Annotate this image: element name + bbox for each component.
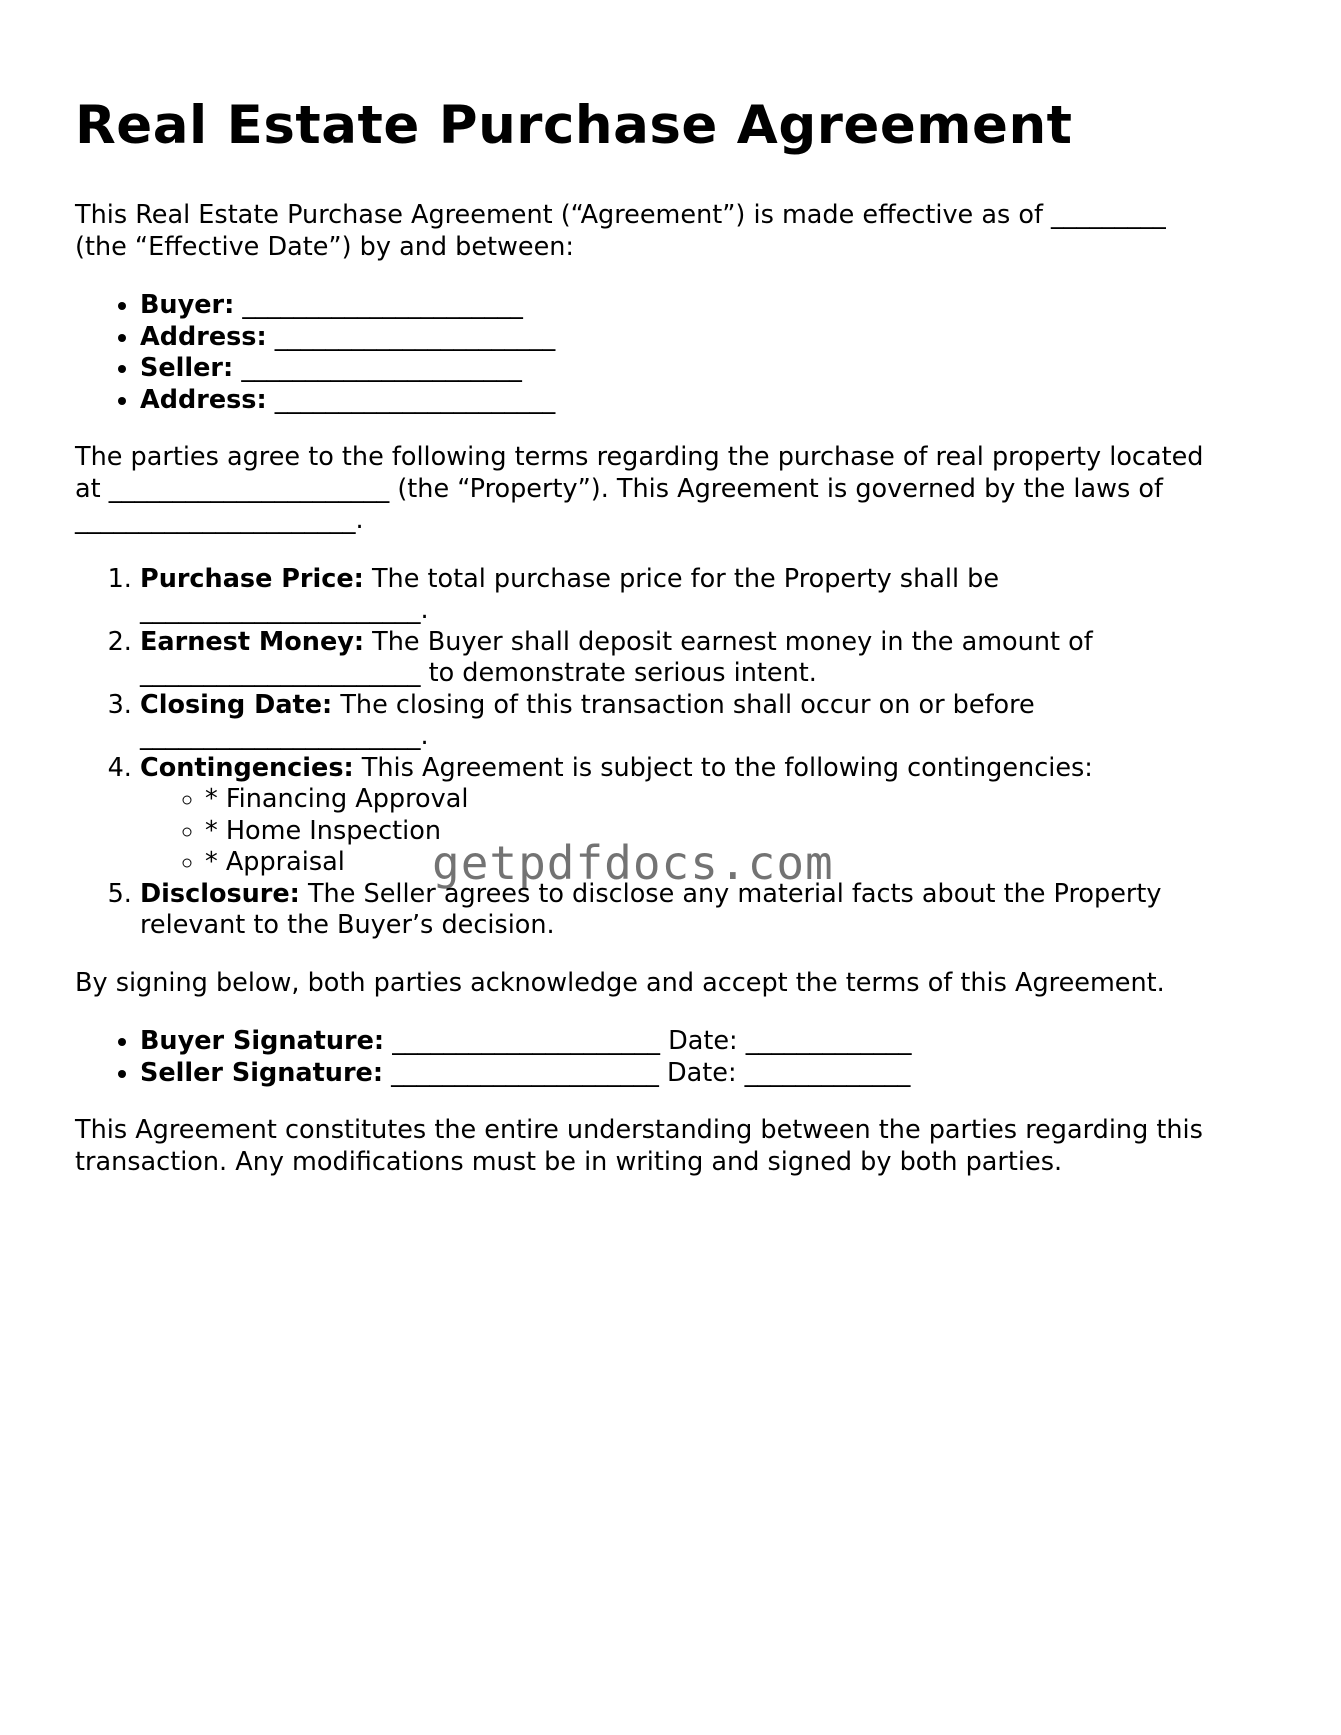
date-blank: _____________ — [744, 1057, 911, 1088]
term-contingencies — [140, 753, 1265, 879]
term-text-cont: ______________________ to demonstrate serious intent. — [140, 658, 817, 688]
party-label: Buyer: — [140, 290, 235, 320]
party-blank: ______________________ — [274, 384, 556, 415]
intro-line-1: This Real Estate Purchase Agreement (“Agreement”) is made effective as of _________ — [75, 200, 1166, 230]
term-label: Closing Date: — [140, 689, 333, 720]
party-label: Seller: — [140, 353, 234, 383]
footer-line-2: transaction. Any modifications must be in writing and signed by both parties. — [75, 1146, 1063, 1177]
watermark: getpdfdocs.com — [432, 836, 834, 890]
signature-blank: _____________________ — [391, 1057, 659, 1088]
footer-line-1: This Agreement constitutes the entire understanding between the parties regarding this — [75, 1115, 1203, 1145]
signature-seller — [140, 1058, 1265, 1090]
party-blank: ______________________ — [242, 290, 523, 320]
terms-intro-paragraph — [75, 442, 1265, 537]
contingencies-list — [140, 784, 1265, 879]
party-blank: ______________________ — [274, 321, 556, 352]
closing-intro-paragraph: By signing below, both parties acknowledge and accept the terms of this Agreement. — [75, 967, 1165, 998]
terms-intro-line-3: ______________________. — [75, 505, 364, 535]
contingency-item: ◦ * Home Inspection — [205, 816, 1265, 848]
term-text-cont: ______________________. — [140, 595, 429, 625]
date-blank: _____________ — [745, 1026, 912, 1056]
document-title: Real Estate Purchase Agreement — [75, 95, 1073, 156]
date-label: Date: — [667, 1057, 737, 1088]
party-label: Address: — [140, 384, 267, 415]
party-seller — [140, 353, 1265, 385]
term-text: The Seller agrees to disclose any material facts about the Property — [299, 878, 1162, 909]
terms-intro-line-1: The parties agree to the following terms regarding the purchase of real property located — [75, 442, 1204, 472]
term-text: The total purchase price for the Property shall be — [363, 563, 1000, 594]
intro-paragraph — [75, 200, 1265, 263]
parties-list — [75, 290, 1265, 416]
term-text: The Buyer shall deposit earnest money in the amount of — [364, 626, 1093, 657]
term-text: This Agreement is subject to the following contingencies: — [353, 752, 1093, 783]
footer-paragraph — [75, 1115, 1265, 1178]
signature-blank: _____________________ — [392, 1026, 660, 1056]
party-buyer-address — [140, 322, 1265, 354]
party-label: Address: — [140, 321, 267, 352]
term-closing-date — [140, 690, 1265, 753]
signature-buyer — [140, 1026, 1265, 1058]
document-page — [75, 92, 1265, 1178]
terms-intro-line-2: at ______________________ (the “Property”). This Agreement is governed by the laws of — [75, 473, 1163, 504]
term-label: Purchase Price: — [140, 563, 364, 594]
term-label: Earnest Money: — [140, 626, 365, 657]
term-label: Disclosure: — [140, 878, 300, 909]
term-text: The closing of this transaction shall occur on or before — [332, 689, 1035, 720]
term-text-cont: relevant to the Buyer’s decision. — [140, 910, 555, 940]
term-earnest-money — [140, 627, 1265, 690]
terms-list — [75, 564, 1265, 942]
term-disclosure — [140, 879, 1265, 942]
party-seller-address — [140, 385, 1265, 417]
term-purchase-price — [140, 564, 1265, 627]
signature-label: Buyer Signature: — [140, 1026, 385, 1056]
signatures-list — [75, 1026, 1265, 1089]
contingency-item: ◦ * Financing Approval — [205, 784, 1265, 816]
term-text-cont: ______________________. — [140, 721, 429, 751]
signature-label: Seller Signature: — [140, 1057, 384, 1088]
party-buyer — [140, 290, 1265, 322]
intro-line-2: (the “Effective Date”) by and between: — [75, 231, 575, 262]
term-label: Contingencies: — [140, 752, 354, 783]
contingency-item: ◦ * Appraisal — [205, 847, 1265, 879]
party-blank: ______________________ — [241, 353, 522, 383]
date-label: Date: — [668, 1026, 738, 1056]
